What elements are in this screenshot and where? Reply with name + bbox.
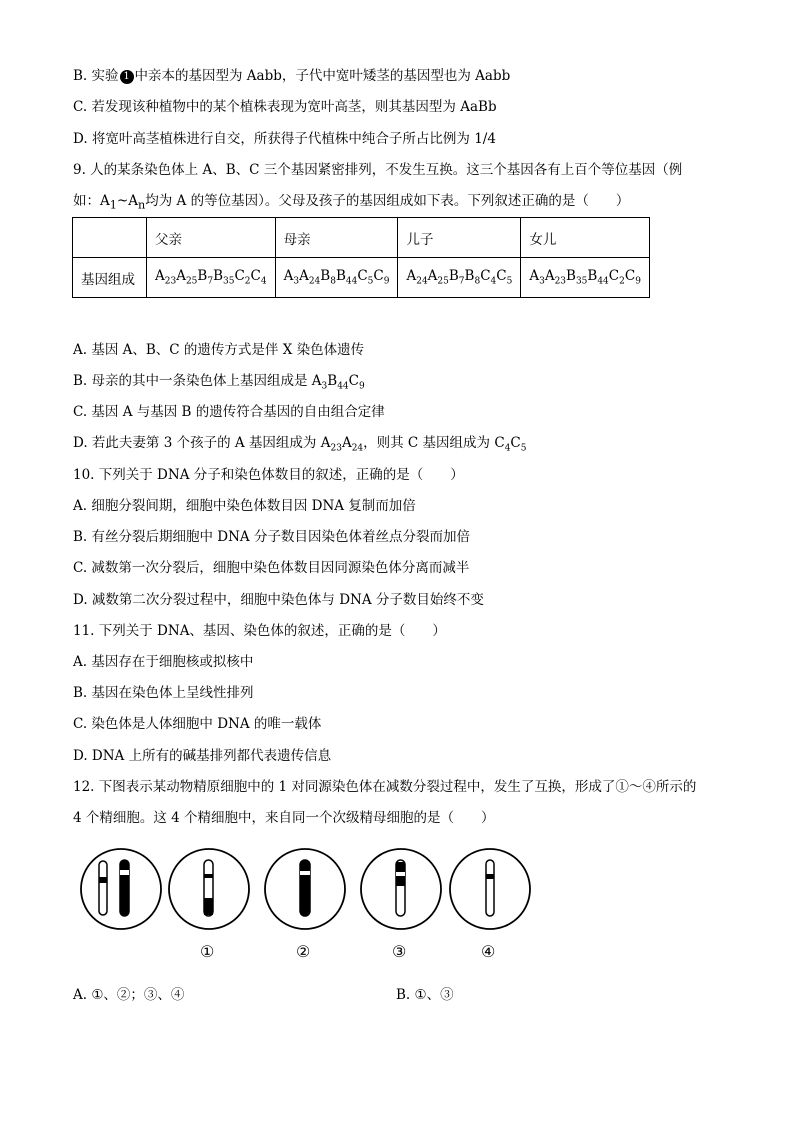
gene-allele-number: 2 xyxy=(244,276,251,287)
gene-symbol: A xyxy=(320,435,331,451)
q9-option-b xyxy=(73,371,365,397)
q12-stem-line2: 4 个精细胞。这 4 个精细胞中，来自同一个次级精母细胞的是（ ） xyxy=(73,810,495,826)
gene-symbol: B xyxy=(566,268,576,285)
q9-option-a: A. 基因 A、B、C 的遗传方式是伴 X 染色体遗传 xyxy=(73,342,365,358)
cell-1 xyxy=(169,849,249,929)
gene-allele-number: 7 xyxy=(207,276,214,287)
q9-option-b-pre: B. 母亲的其中一条染色体上基因组成是 xyxy=(73,373,312,389)
gene-allele-number: 8 xyxy=(330,276,336,287)
gene-table-header-son: 儿子 xyxy=(398,218,521,258)
q9-stem-line1: 9. 人的某条染色体上 A、B、C 三个基因紧密排列，不发生互换。这三个基因各有上百个等位基因（例 xyxy=(73,162,683,178)
gene-allele-number: 4 xyxy=(490,276,497,287)
chromosome-white xyxy=(99,861,107,915)
chromosome-black xyxy=(120,860,129,916)
q9-stem-sub2: n xyxy=(137,198,146,212)
chromosome-white-band xyxy=(99,877,107,883)
gene-allele-number: 8 xyxy=(474,276,481,287)
q10-option-c: C. 减数第一次分裂后，细胞中染色体数目因同源染色体分离而减半 xyxy=(73,560,470,576)
gene-allele-number: 2 xyxy=(619,276,625,287)
gene-allele-number: 44 xyxy=(337,381,349,392)
q8-option-b-rest: 中亲本的基因型为 Aabb，子代中宽叶矮茎的基因型也为 Aabb xyxy=(134,68,511,84)
gene-symbol: A xyxy=(406,268,417,285)
cell-4 xyxy=(450,849,530,929)
q11-option-d: D. DNA 上所有的碱基排列都代表遗传信息 xyxy=(73,748,332,764)
q9-option-d-genes1 xyxy=(320,435,364,454)
q9-option-d xyxy=(73,433,527,459)
q9-stem-sub1: 1 xyxy=(109,198,117,212)
gene-cell-mother xyxy=(275,258,398,298)
q9-stem-line2 xyxy=(73,191,629,216)
q12-option-a: A. ①、②；③、④ xyxy=(73,987,185,1003)
gene-allele-number: 7 xyxy=(458,276,465,287)
gene-symbol: A xyxy=(155,268,165,285)
gene-symbol: C xyxy=(234,268,245,285)
gene-symbol: B xyxy=(213,268,223,285)
gene-allele-number: 4 xyxy=(504,443,511,454)
q9-option-d-genes2 xyxy=(494,435,527,454)
q9-option-d-pre: D. 若此夫妻第 3 个孩子的 A 基因组成为 xyxy=(73,435,321,451)
chromosome-black-segment xyxy=(204,898,213,915)
q10-option-a: A. 细胞分裂间期，细胞中染色体数目因 DNA 复制而加倍 xyxy=(73,498,416,514)
gene-table-row-label: 基因组成 xyxy=(73,258,147,298)
gene-allele-number: 4 xyxy=(260,276,267,287)
chromosome xyxy=(486,860,494,916)
q8-option-b-prefix: B. 实验 xyxy=(73,68,119,84)
gene-allele-number: 23 xyxy=(554,276,567,287)
gene-symbol: A xyxy=(341,435,352,451)
gene-allele-number: 3 xyxy=(293,276,300,287)
chromosome-black-band xyxy=(120,870,129,875)
q10-stem: 10. 下列关于 DNA 分子和染色体数目的叙述，正确的是（ ） xyxy=(73,467,464,483)
gene-symbol: C xyxy=(510,435,521,451)
q9-option-d-mid: ，则其 C 基因组成为 xyxy=(363,435,495,451)
gene-symbol: A xyxy=(544,268,555,285)
gene-table-header-row xyxy=(73,218,650,258)
gene-table-header-empty xyxy=(73,218,147,258)
q9-option-c: C. 基因 A 与基因 B 的遗传符合基因的自由组合定律 xyxy=(73,404,385,420)
q9-option-b-genes xyxy=(311,373,365,392)
gene-symbol: C xyxy=(608,268,620,285)
gene-symbol: C xyxy=(348,373,359,389)
gene-allele-number: 24 xyxy=(351,443,364,454)
caption-3: ③ xyxy=(392,942,407,961)
gene-symbol: B xyxy=(448,268,459,285)
gene-allele-number: 3 xyxy=(321,381,328,392)
chromosome-band xyxy=(396,872,405,876)
q11-option-a: A. 基因存在于细胞核或拟核中 xyxy=(73,654,254,670)
q8-option-d: D. 将宽叶高茎植株进行自交，所获得子代植株中纯合子所占比例为 1/4 xyxy=(73,131,496,147)
gene-table xyxy=(72,217,650,298)
q11-option-c: C. 染色体是人体细胞中 DNA 的唯一载体 xyxy=(73,716,322,732)
circled-number-1: 1 xyxy=(120,70,134,84)
chromosome-figure xyxy=(78,846,538,936)
gene-allele-number: 44 xyxy=(345,276,358,287)
chromosome-band xyxy=(486,874,494,879)
q10-option-d: D. 减数第二次分裂过程中，细胞中染色体与 DNA 分子数目始终不变 xyxy=(73,592,484,608)
gene-symbol: C xyxy=(496,268,507,285)
gene-cell-daughter xyxy=(521,258,650,298)
q12-stem-line1: 12. 下图表示某动物精原细胞中的 1 对同源染色体在减数分裂过程中，发生了互换，形成了①～④所示的 xyxy=(73,779,697,795)
gene-symbol: A xyxy=(427,268,438,285)
gene-symbol: A xyxy=(299,268,309,285)
gene-symbol: C xyxy=(357,268,368,285)
caption-2: ② xyxy=(296,942,311,961)
gene-symbol: B xyxy=(464,268,475,285)
gene-symbol: C xyxy=(480,268,491,285)
gene-allele-number: 3 xyxy=(539,276,545,287)
gene-cell-father xyxy=(147,258,276,298)
gene-allele-number: 9 xyxy=(383,276,390,287)
q9-stem-line2-post: 均为 A 的等位基因）。父母及孩子的基因组成如下表。下列叙述正确的是（ ） xyxy=(145,193,630,209)
gene-table-row xyxy=(73,258,650,298)
gene-symbol: C xyxy=(250,268,261,285)
cell-pair xyxy=(81,849,161,929)
gene-allele-number: 24 xyxy=(416,276,428,287)
gene-allele-number: 25 xyxy=(185,276,198,287)
gene-allele-number: 9 xyxy=(635,276,641,287)
q8-option-c: C. 若发现该种植物中的某个植株表现为宽叶高茎，则其基因型为 AaBb xyxy=(73,99,497,115)
gene-table-header-father: 父亲 xyxy=(147,218,276,258)
gene-allele-number: 44 xyxy=(597,276,609,287)
gene-allele-number: 24 xyxy=(308,276,321,287)
q11-stem: 11. 下列关于 DNA、基因、染色体的叙述，正确的是（ ） xyxy=(73,623,446,639)
gene-symbol: C xyxy=(624,268,636,285)
cell-2 xyxy=(265,849,345,929)
gene-symbol: A xyxy=(283,268,294,285)
q10-option-b: B. 有丝分裂后期细胞中 DNA 分子数目因染色体着丝点分裂而加倍 xyxy=(73,529,470,545)
chromosome xyxy=(300,860,310,916)
gene-symbol: B xyxy=(327,373,338,389)
gene-symbol: A xyxy=(529,268,540,285)
gene-table-header-mother: 母亲 xyxy=(275,218,398,258)
gene-allele-number: 23 xyxy=(330,443,342,454)
cell-3 xyxy=(361,849,441,929)
gene-allele-number: 5 xyxy=(520,443,527,454)
gene-table-header-daughter: 女儿 xyxy=(521,218,650,258)
q12-option-b: B. ①、③ xyxy=(396,987,454,1003)
gene-allele-number: 35 xyxy=(575,276,588,287)
q9-stem-line2-mid: ~A xyxy=(116,193,138,209)
gene-symbol: A xyxy=(311,373,322,389)
chromosome-band xyxy=(204,874,213,878)
gene-symbol: C xyxy=(494,435,505,451)
chromosome-band xyxy=(300,871,310,875)
gene-cell-son xyxy=(398,258,521,298)
gene-symbol: A xyxy=(176,268,186,285)
q11-option-b: B. 基因在染色体上呈线性排列 xyxy=(73,685,254,701)
gene-allele-number: 25 xyxy=(437,276,449,287)
gene-symbol: B xyxy=(335,268,346,285)
q9-stem-line2-pre: 如：A xyxy=(73,193,110,209)
gene-symbol: B xyxy=(587,268,598,285)
gene-symbol: B xyxy=(320,268,331,285)
gene-allele-number: 9 xyxy=(359,381,365,392)
gene-allele-number: 5 xyxy=(506,276,513,287)
caption-4: ④ xyxy=(481,942,496,961)
gene-allele-number: 5 xyxy=(367,276,374,287)
q8-option-b xyxy=(73,66,510,86)
gene-allele-number: 23 xyxy=(164,276,177,287)
gene-symbol: B xyxy=(197,268,208,285)
gene-allele-number: 35 xyxy=(222,276,235,287)
caption-1: ① xyxy=(200,942,215,961)
gene-symbol: C xyxy=(373,268,384,285)
